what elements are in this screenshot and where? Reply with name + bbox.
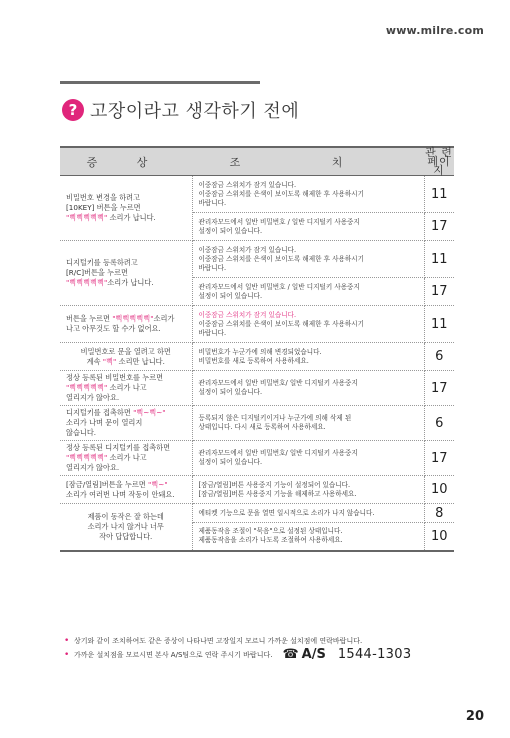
table-row xyxy=(60,241,454,278)
title-rule xyxy=(60,81,260,84)
action-cell xyxy=(192,241,424,278)
symptom-text: 소리가 나고 열리지가 않아요. xyxy=(66,453,147,472)
page-ref-cell: 11 xyxy=(424,176,454,213)
action-text: 제품동작음 조절이 "묵음"으로 설정된 상태입니다. 제품동작음을 소리가 나도록 조절하여 사용하세요. xyxy=(198,527,343,545)
action-text: 비밀번호가 누군가에 의해 변경되었습니다. 비밀번호를 새로 등록하여 사용하세요. xyxy=(198,347,322,365)
action-text: 등록되지 않은 디지털키이거나 누군가에 의해 삭제 된 상태입니다. 다시 새로 등록하여 사용하세요. xyxy=(198,414,352,431)
symptom-cell xyxy=(60,176,192,241)
action-text: 관리자모드에서 일반 비밀번호 / 일반 디지털키 사용중지 설정이 되어 있습니다. xyxy=(198,282,360,300)
symptom-cell xyxy=(60,371,192,406)
action-text: 관리자모드에서 일반 비밀번호/ 일반 디지털키 사용중지 설정이 되어 있습니다. xyxy=(198,379,358,396)
table-row xyxy=(60,343,454,371)
action-cell xyxy=(192,213,424,241)
action-cell xyxy=(192,504,424,523)
action-cell xyxy=(192,371,424,406)
action-text: 관리자모드에서 일반 비밀번호/ 일반 디지털키 사용중지 설정이 되어 있습니다. xyxy=(198,449,358,466)
note-text: 가까운 설치점을 모르시면 본사 A/S팀으로 연락 주시기 바랍니다. xyxy=(74,651,273,659)
beep-sound-text: "삑삑삑삑삑" xyxy=(66,383,108,392)
symptom-text: 소리가 납니다. xyxy=(107,278,154,287)
table-row xyxy=(60,406,454,441)
page-ref-cell: 17 xyxy=(424,441,454,476)
symptom-text: 버튼을 누르면 xyxy=(66,314,113,323)
symptom-cell xyxy=(60,504,192,551)
action-cell xyxy=(192,176,424,213)
bullet-icon: • xyxy=(64,650,70,660)
note-item xyxy=(64,648,464,662)
phone-icon: ☎ xyxy=(282,647,299,662)
symptom-text: 소리가 여러번 나며 작동이 안돼요. xyxy=(66,489,175,499)
symptom-text: 비밀번호 변경을 하려고 [10KEY] 버튼을 누르면 xyxy=(66,193,141,212)
beep-sound-text: "삑삑삑삑삑" xyxy=(66,453,108,462)
action-text: 이중잠금 스위치가 잠겨 있습니다. 이중잠금 스위치를 은색이 보이도록 해제한 후 사용하시기 바랍니다. xyxy=(198,180,364,207)
beep-sound-text: "삑~" xyxy=(148,479,168,489)
symptom-cell xyxy=(60,441,192,476)
as-phone-number: 1544-1303 xyxy=(337,647,412,662)
symptom-text: 소리가 나고 아무것도 할 수가 없어요. xyxy=(66,314,175,333)
symptom-text: 소리가 나고 열리지가 않아요. xyxy=(66,383,147,402)
symptom-text: 제품이 동작은 잘 하는데 소리가 나지 않거나 너무 작아 답답합니다. xyxy=(87,511,164,541)
beep-sound-text: "삑삑삑삑삑" xyxy=(66,213,108,222)
symptom-cell xyxy=(60,343,192,371)
notes xyxy=(64,634,464,662)
table-row xyxy=(60,371,454,406)
page-ref-cell: 17 xyxy=(424,278,454,306)
symptom-text: 디지털키를 접촉하면 xyxy=(66,408,134,417)
action-text: 에티켓 기능으로 문을 열면 일시적으로 소리가 나지 않습니다. xyxy=(198,508,375,517)
page-ref-cell: 10 xyxy=(424,523,454,551)
action-cell xyxy=(192,441,424,476)
note-item xyxy=(64,634,464,648)
page-ref-cell: 11 xyxy=(424,306,454,343)
page-ref-cell: 17 xyxy=(424,213,454,241)
symptom-cell xyxy=(60,241,192,306)
page-ref-cell: 17 xyxy=(424,371,454,406)
action-cell xyxy=(192,523,424,551)
page-ref-cell: 6 xyxy=(424,343,454,371)
action-cell xyxy=(192,476,424,504)
symptom-text: 정상 등록된 비밀번호를 누르면 xyxy=(66,373,164,382)
beep-sound-text: "삑" xyxy=(102,356,117,366)
action-cell xyxy=(192,343,424,371)
symptom-text: [잠금/열림]버튼을 누르면 xyxy=(66,479,149,489)
beep-sound-text: "삑삑삑삑삑" xyxy=(112,314,154,323)
section-title xyxy=(62,96,299,124)
page-number: 20 xyxy=(465,709,484,724)
page-ref-cell: 10 xyxy=(424,476,454,504)
table-row xyxy=(60,306,454,343)
action-text: 이중잠금 스위치를 은색이 보이도록 해제한 후 사용하시기 바랍니다. xyxy=(198,319,364,337)
page-title: 고장이라고 생각하기 전에 xyxy=(90,101,300,122)
table-row xyxy=(60,176,454,213)
action-text: 이중잠금 스위치가 잠겨 있습니다. xyxy=(198,310,297,319)
action-cell xyxy=(192,306,424,343)
action-cell xyxy=(192,406,424,441)
action-text: [잠금/열림]버튼 사용중지 기능이 설정되어 있습니다. [잠금/열림]버튼 사용중지 기능을 해제하고 사용하세요. xyxy=(198,480,357,498)
header-action: 조 치 xyxy=(192,147,424,176)
page-ref-cell: 6 xyxy=(424,406,454,441)
action-text: 관리자모드에서 일반 비밀번호 / 일반 디지털키 사용중지 설정이 되어 있습니다. xyxy=(198,217,360,235)
beep-sound-text: "삑~삑~" xyxy=(133,408,166,417)
header-page xyxy=(424,147,454,176)
symptom-text: 소리가 납니다. xyxy=(107,213,156,222)
troubleshooting-table xyxy=(60,146,454,552)
symptom-cell xyxy=(60,406,192,441)
as-label: A/S xyxy=(301,647,326,662)
page-ref-cell: 8 xyxy=(424,504,454,523)
symptom-text: 소리만 납니다. xyxy=(116,356,165,366)
page-ref-cell: 11 xyxy=(424,241,454,278)
note-text: 상기와 같이 조치하여도 같은 증상이 나타나면 고장일지 모르니 가까운 설치점에 연락바랍니다. xyxy=(74,637,363,645)
bullet-icon: • xyxy=(64,636,70,646)
table-row xyxy=(60,441,454,476)
symptom-text: 비밀번호로 문을 열려고 하면 계속 xyxy=(80,346,171,366)
site-url: www.milre.com xyxy=(385,24,484,37)
beep-sound-text: "삑삑삑삑삑" xyxy=(66,278,108,287)
action-cell xyxy=(192,278,424,306)
table-row xyxy=(60,476,454,504)
header-page-label: 관 련 페이지 xyxy=(425,146,453,177)
action-text: 이중잠금 스위치가 잠겨 있습니다. 이중잠금 스위치를 은색이 보이도록 해제한 후 사용하시기 바랍니다. xyxy=(198,245,364,272)
symptom-cell xyxy=(60,476,192,504)
question-icon: ? xyxy=(62,99,84,121)
symptom-text: 정상 등록된 디지털키를 접촉하면 xyxy=(66,443,171,452)
symptom-cell xyxy=(60,306,192,343)
symptom-text: 소리가 나며 문이 열리지 않습니다. xyxy=(66,418,143,437)
header-symptom: 증 상 xyxy=(60,147,192,176)
symptom-text: 디지털키를 등록하려고 [R/C]버튼을 누르면 xyxy=(66,258,138,277)
table-row xyxy=(60,504,454,523)
